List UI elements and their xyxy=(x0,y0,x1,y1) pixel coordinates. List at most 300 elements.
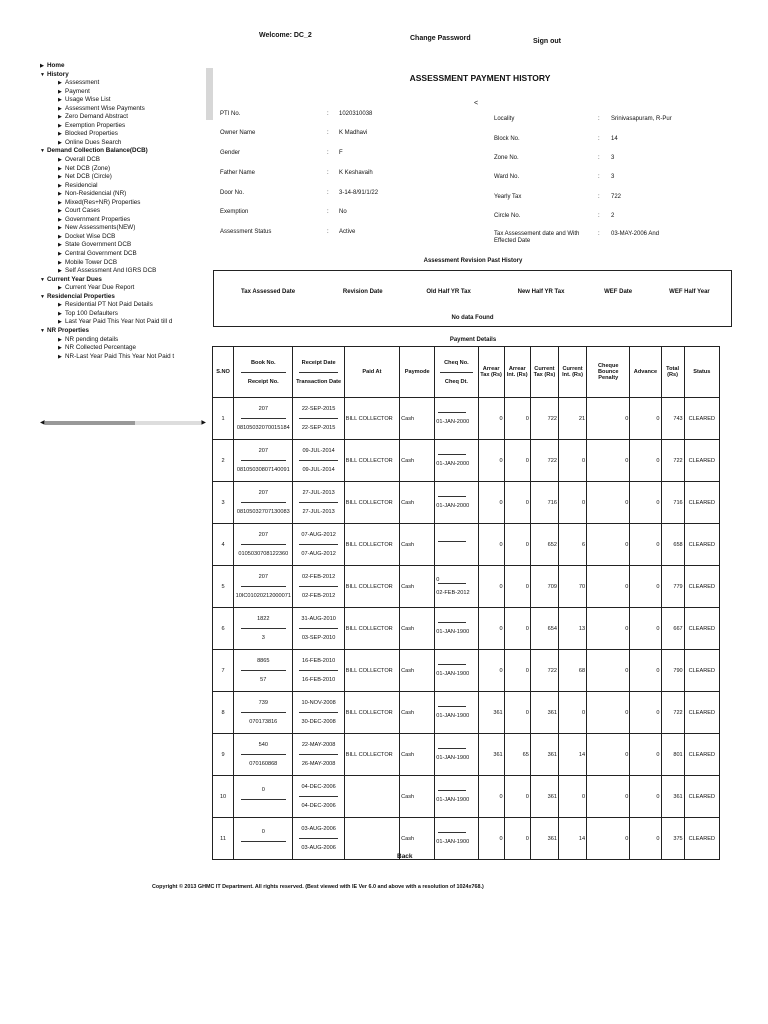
sidebar-item-label: Online Dues Search xyxy=(65,138,122,146)
caret-right-icon: ▶ xyxy=(40,63,44,69)
cell-dates xyxy=(293,734,344,776)
sidebar-item-label: Zero Demand Abstract xyxy=(65,113,128,121)
caret-right-icon: ▶ xyxy=(58,191,62,198)
cell-cheq xyxy=(435,608,478,650)
info-colon: : xyxy=(327,130,329,136)
cell-paid-at: BILL COLLECTOR xyxy=(344,650,399,692)
table-row xyxy=(213,566,720,608)
info-colon: : xyxy=(327,190,329,196)
info-value: 3 xyxy=(611,174,615,180)
cell-advance: 0 xyxy=(630,524,661,566)
cell-advance: 0 xyxy=(630,734,661,776)
info-colon: : xyxy=(598,136,600,142)
info-label: PTI No. xyxy=(220,111,241,117)
cell-bounce: 0 xyxy=(587,524,630,566)
sidebar-item-label: NR Properties xyxy=(47,326,89,334)
caret-down-icon: ▼ xyxy=(40,71,45,78)
receipt-no: 10IC01020212000071 xyxy=(235,593,291,599)
receipt-no: 57 xyxy=(260,677,267,683)
caret-right-icon: ▶ xyxy=(58,88,62,95)
sidebar-item-label: Current Year Dues xyxy=(47,275,102,283)
cell-current-int: 0 xyxy=(558,440,586,482)
cell-arrear-int: 0 xyxy=(504,482,530,524)
cell-arrear-tax: 0 xyxy=(478,482,504,524)
cell-advance: 0 xyxy=(630,608,661,650)
info-label: Block No. xyxy=(494,136,520,142)
sidebar-item[interactable] xyxy=(40,267,208,276)
cell-arrear-int: 0 xyxy=(504,692,530,734)
table-row xyxy=(213,650,720,692)
caret-right-icon: ▶ xyxy=(58,225,62,232)
sidebar-item-label: Net DCB (Circle) xyxy=(65,173,112,181)
info-colon: : xyxy=(327,229,329,235)
info-colon: : xyxy=(598,231,600,237)
table-row xyxy=(213,608,720,650)
back-link[interactable]: Back xyxy=(397,853,413,860)
cell-arrear-tax: 0 xyxy=(478,776,504,818)
info-value: Active xyxy=(339,229,356,235)
sidebar-item-label: Exemption Properties xyxy=(65,121,126,129)
cell-advance: 0 xyxy=(630,692,661,734)
receipt-date: 07-AUG-2012 xyxy=(301,532,336,538)
transaction-date: 27-JUL-2013 xyxy=(302,509,335,515)
caret-down-icon: ▼ xyxy=(40,148,45,155)
cell-current-int: 0 xyxy=(558,776,586,818)
cell-paid-at xyxy=(344,818,399,860)
cell-current-tax: 361 xyxy=(530,734,558,776)
book-no: 207 xyxy=(258,490,268,496)
sidebar-item[interactable] xyxy=(40,310,208,319)
transaction-date: 09-JUL-2014 xyxy=(302,467,335,473)
cell-paymode: Cash xyxy=(400,818,435,860)
cell-paymode: Cash xyxy=(400,524,435,566)
cell-book xyxy=(234,776,293,818)
sidebar-item-label: Blocked Properties xyxy=(65,130,118,138)
col-sno: S.NO xyxy=(213,347,234,398)
caret-right-icon: ▶ xyxy=(58,345,62,352)
info-label: Father Name xyxy=(220,170,256,176)
cell-dates xyxy=(293,818,344,860)
table-row xyxy=(213,524,720,566)
cell-dates xyxy=(293,524,344,566)
cell-book xyxy=(234,398,293,440)
cell-status: CLEARED xyxy=(684,818,719,860)
cell-book xyxy=(234,818,293,860)
caret-right-icon: ▶ xyxy=(58,105,62,112)
cell-status: CLEARED xyxy=(684,398,719,440)
info-label: Circle No. xyxy=(494,213,521,219)
cell-arrear-tax: 361 xyxy=(478,692,504,734)
sidebar-item-label: NR pending details xyxy=(65,335,119,343)
payment-table xyxy=(212,346,720,860)
cell-paymode: Cash xyxy=(400,692,435,734)
cell-paid-at: BILL COLLECTOR xyxy=(344,398,399,440)
cell-arrear-tax: 361 xyxy=(478,734,504,776)
cell-paid-at: BILL COLLECTOR xyxy=(344,566,399,608)
payment-header-row xyxy=(213,347,720,398)
col-bounce: Cheque Bounce Penalty xyxy=(587,347,630,398)
receipt-date: 04-DEC-2006 xyxy=(301,784,336,790)
caret-right-icon: ▶ xyxy=(58,353,62,360)
table-row xyxy=(213,818,720,860)
cell-dates xyxy=(293,608,344,650)
caret-right-icon: ▶ xyxy=(58,233,62,240)
cell-current-int: 14 xyxy=(558,734,586,776)
cell-bounce: 0 xyxy=(587,566,630,608)
transaction-date: 30-DEC-2008 xyxy=(301,719,336,725)
cell-sno: 11 xyxy=(213,818,234,860)
receipt-no: 3 xyxy=(261,635,265,641)
cell-arrear-tax: 0 xyxy=(478,650,504,692)
cell-paid-at: BILL COLLECTOR xyxy=(344,692,399,734)
col-current-tax: Current Tax (Rs) xyxy=(530,347,558,398)
info-label: Yearly Tax xyxy=(494,194,522,200)
cell-arrear-tax: 0 xyxy=(478,566,504,608)
caret-right-icon: ▶ xyxy=(58,242,62,249)
sidebar-item-label: Net DCB (Zone) xyxy=(65,164,111,172)
cheq-no: 0 xyxy=(436,577,440,583)
transaction-date: 07-AUG-2012 xyxy=(301,551,336,557)
sidebar-item-label: Residencial Properties xyxy=(47,292,115,300)
cell-status: CLEARED xyxy=(684,692,719,734)
book-no: 0 xyxy=(261,787,265,793)
sidebar-item[interactable] xyxy=(40,344,208,353)
cell-total: 801 xyxy=(661,734,684,776)
sidebar-item[interactable] xyxy=(40,284,208,293)
col-paid-at: Paid At xyxy=(344,347,399,398)
caret-right-icon: ▶ xyxy=(58,216,62,223)
info-value: 3-14-8/91/1/22 xyxy=(339,190,379,196)
cell-paid-at: BILL COLLECTOR xyxy=(344,524,399,566)
cell-paymode: Cash xyxy=(400,776,435,818)
receipt-date: 22-MAY-2008 xyxy=(301,742,336,748)
cell-paid-at: BILL COLLECTOR xyxy=(344,440,399,482)
cell-total: 743 xyxy=(661,398,684,440)
cell-total: 658 xyxy=(661,524,684,566)
cell-bounce: 0 xyxy=(587,608,630,650)
revision-title: Assessment Revision Past History xyxy=(423,258,523,264)
info-colon: : xyxy=(598,116,600,122)
caret-right-icon: ▶ xyxy=(58,182,62,189)
sidebar-item-label: Non-Residencial (NR) xyxy=(65,190,127,198)
cell-arrear-int: 0 xyxy=(504,440,530,482)
cell-bounce: 0 xyxy=(587,398,630,440)
cell-total: 667 xyxy=(661,608,684,650)
receipt-date: 16-FEB-2010 xyxy=(301,658,336,664)
payment-title: Payment Details xyxy=(449,337,497,343)
sidebar-item-label: Residencial xyxy=(65,181,98,189)
cell-bounce: 0 xyxy=(587,650,630,692)
col-current-int: Current Int. (Rs) xyxy=(558,347,586,398)
cell-book xyxy=(234,650,293,692)
cell-book xyxy=(234,524,293,566)
cell-paymode: Cash xyxy=(400,398,435,440)
col-cheq xyxy=(435,347,478,398)
info-colon: : xyxy=(598,155,600,161)
sidebar-item-label: Docket Wise DCB xyxy=(65,232,116,240)
cell-arrear-int: 0 xyxy=(504,650,530,692)
sidebar-item-label: Top 100 Defaulters xyxy=(65,309,118,317)
assessment-info xyxy=(0,0,768,260)
sidebar-item-label: Last Year Paid This Year Not Paid till d xyxy=(65,318,173,326)
caret-right-icon: ▶ xyxy=(58,165,62,172)
sidebar-item-label: Demand Collection Balance(DCB) xyxy=(47,147,148,155)
cheq-date: 02-FEB-2012 xyxy=(436,590,470,596)
scrollbar-thumb[interactable] xyxy=(45,421,135,425)
col-status: Status xyxy=(684,347,719,398)
sidebar-item-label: Central Government DCB xyxy=(65,250,137,258)
book-no: 207 xyxy=(258,532,268,538)
scroll-right-icon[interactable]: ▶ xyxy=(201,420,206,426)
info-colon: : xyxy=(598,174,600,180)
cell-status: CLEARED xyxy=(684,482,719,524)
cell-paid-at: BILL COLLECTOR xyxy=(344,482,399,524)
info-value: 14 xyxy=(611,136,618,142)
cell-status: CLEARED xyxy=(684,566,719,608)
receipt-no: 0105030708122360 xyxy=(238,551,289,557)
info-value: 1020310038 xyxy=(339,111,373,117)
cell-advance: 0 xyxy=(630,650,661,692)
cell-status: CLEARED xyxy=(684,650,719,692)
cell-current-tax: 361 xyxy=(530,776,558,818)
cell-current-tax: 654 xyxy=(530,608,558,650)
info-label: Gender xyxy=(220,150,241,156)
cell-advance: 0 xyxy=(630,818,661,860)
cell-status: CLEARED xyxy=(684,776,719,818)
cheq-date: 01-JAN-1900 xyxy=(436,755,470,761)
cell-advance: 0 xyxy=(630,482,661,524)
page-title: ASSESSMENT PAYMENT HISTORY xyxy=(409,73,551,83)
info-label: Owner Name xyxy=(220,130,256,136)
info-value: Srinivasapuram, R-Pur xyxy=(611,116,672,122)
cell-arrear-int: 0 xyxy=(504,776,530,818)
caret-right-icon: ▶ xyxy=(58,199,62,206)
marker-text: < xyxy=(474,100,479,107)
cell-advance: 0 xyxy=(630,566,661,608)
welcome-text: Welcome: DC_2 xyxy=(259,32,312,39)
sidebar-item-label: Court Cases xyxy=(65,207,100,215)
cell-dates xyxy=(293,692,344,734)
info-value: 722 xyxy=(611,194,622,200)
cell-dates xyxy=(293,650,344,692)
cheq-date: 01-JAN-1900 xyxy=(436,671,470,677)
transaction-date: 03-AUG-2006 xyxy=(301,845,336,851)
cell-dates xyxy=(293,566,344,608)
info-colon: : xyxy=(327,170,329,176)
receipt-no: 08105032070015184 xyxy=(236,425,290,431)
change-password-link[interactable]: Change Password xyxy=(410,35,471,42)
cell-bounce: 0 xyxy=(587,818,630,860)
receipt-date: 02-FEB-2012 xyxy=(301,574,336,580)
cell-current-tax: 722 xyxy=(530,650,558,692)
info-value: 03-MAY-2006 And xyxy=(611,231,660,237)
sidebar-item-label: Residential PT Not Paid Details xyxy=(65,301,153,309)
cell-bounce: 0 xyxy=(587,440,630,482)
transaction-date: 04-DEC-2006 xyxy=(301,803,336,809)
info-label: Exemption xyxy=(220,209,249,215)
cell-total: 716 xyxy=(661,482,684,524)
sidebar-horizontal-scrollbar[interactable] xyxy=(40,419,206,426)
sidebar-item-label: History xyxy=(47,70,69,78)
caret-right-icon: ▶ xyxy=(58,302,62,309)
col-book xyxy=(234,347,293,398)
caret-right-icon: ▶ xyxy=(58,259,62,266)
cell-book xyxy=(234,692,293,734)
info-value: K Madhavi xyxy=(339,130,368,136)
cell-current-tax: 716 xyxy=(530,482,558,524)
sidebar-item-label: NR-Last Year Paid This Year Not Paid t xyxy=(65,352,175,360)
sign-out-link[interactable]: Sign out xyxy=(533,38,561,45)
cell-sno: 9 xyxy=(213,734,234,776)
transaction-date: 02-FEB-2012 xyxy=(301,593,336,599)
cell-sno: 4 xyxy=(213,524,234,566)
col-cheq-bottom: Cheq Dt. xyxy=(444,378,468,385)
cell-arrear-int: 0 xyxy=(504,398,530,440)
col-book-bottom: Receipt No. xyxy=(247,378,279,385)
caret-right-icon: ▶ xyxy=(58,268,62,275)
receipt-no: 08105032707130083 xyxy=(236,509,290,515)
caret-right-icon: ▶ xyxy=(58,80,62,87)
scroll-left-icon[interactable]: ◀ xyxy=(40,420,45,426)
cell-total: 779 xyxy=(661,566,684,608)
table-row xyxy=(213,692,720,734)
revision-header: New Half YR Tax xyxy=(517,289,565,295)
info-colon: : xyxy=(327,209,329,215)
cell-cheq xyxy=(435,566,478,608)
cell-book xyxy=(234,482,293,524)
sidebar-item-label: Mobile Tower DCB xyxy=(65,258,118,266)
col-date xyxy=(293,347,344,398)
cell-current-int: 21 xyxy=(558,398,586,440)
info-value: 3 xyxy=(611,155,615,161)
receipt-date: 22-SEP-2015 xyxy=(301,406,336,412)
book-no: 207 xyxy=(258,574,268,580)
cell-arrear-tax: 0 xyxy=(478,818,504,860)
cell-paymode: Cash xyxy=(400,650,435,692)
cell-status: CLEARED xyxy=(684,440,719,482)
transaction-date: 26-MAY-2008 xyxy=(301,761,336,767)
caret-right-icon: ▶ xyxy=(58,251,62,258)
cell-current-int: 0 xyxy=(558,692,586,734)
table-row xyxy=(213,776,720,818)
sidebar-item[interactable] xyxy=(40,327,208,336)
cell-cheq xyxy=(435,440,478,482)
cell-current-int: 13 xyxy=(558,608,586,650)
revision-header: Old Half YR Tax xyxy=(426,289,471,295)
info-colon: : xyxy=(598,194,600,200)
cell-total: 361 xyxy=(661,776,684,818)
caret-down-icon: ▼ xyxy=(40,293,45,300)
cheq-date: 01-JAN-1900 xyxy=(436,797,470,803)
cell-total: 375 xyxy=(661,818,684,860)
info-label: Door No. xyxy=(220,190,245,196)
sidebar-item-label: Assessment xyxy=(65,79,100,87)
cell-cheq xyxy=(435,818,478,860)
caret-down-icon: ▼ xyxy=(40,327,45,334)
info-label: Locality xyxy=(494,116,515,122)
caret-right-icon: ▶ xyxy=(58,114,62,121)
col-date-top: Receipt Date xyxy=(301,359,336,366)
info-value: F xyxy=(339,150,343,156)
info-label: Ward No. xyxy=(494,174,520,180)
cell-arrear-tax: 0 xyxy=(478,440,504,482)
revision-header: WEF Half Year xyxy=(669,289,710,295)
sidebar-item[interactable] xyxy=(40,293,208,302)
book-no: 739 xyxy=(258,700,268,706)
receipt-date: 09-JUL-2014 xyxy=(302,448,335,454)
cell-sno: 3 xyxy=(213,482,234,524)
sidebar-item[interactable] xyxy=(40,276,208,285)
col-arrear-tax: Arrear Tax (Rs) xyxy=(478,347,504,398)
receipt-no: 070173816 xyxy=(249,719,278,725)
cell-current-tax: 709 xyxy=(530,566,558,608)
cell-cheq xyxy=(435,692,478,734)
cell-arrear-int: 0 xyxy=(504,566,530,608)
cell-arrear-int: 65 xyxy=(504,734,530,776)
cell-sno: 7 xyxy=(213,650,234,692)
cell-current-int: 14 xyxy=(558,818,586,860)
cell-paymode: Cash xyxy=(400,734,435,776)
cell-paymode: Cash xyxy=(400,440,435,482)
cell-dates xyxy=(293,776,344,818)
cell-status: CLEARED xyxy=(684,734,719,776)
cell-current-tax: 652 xyxy=(530,524,558,566)
caret-right-icon: ▶ xyxy=(58,174,62,181)
caret-right-icon: ▶ xyxy=(58,319,62,326)
sidebar-item[interactable] xyxy=(40,353,208,362)
caret-right-icon: ▶ xyxy=(58,208,62,215)
sidebar-item-label: NR Collected Percentage xyxy=(65,344,137,352)
caret-right-icon: ▶ xyxy=(58,157,62,164)
table-row xyxy=(213,482,720,524)
cell-paymode: Cash xyxy=(400,608,435,650)
cell-dates xyxy=(293,398,344,440)
revision-history-box xyxy=(213,270,732,327)
cell-cheq xyxy=(435,482,478,524)
sidebar-item[interactable] xyxy=(40,336,208,345)
cheq-date: 01-JAN-2000 xyxy=(436,503,470,509)
cell-status: CLEARED xyxy=(684,608,719,650)
book-no: 1822 xyxy=(257,616,270,622)
cell-total: 722 xyxy=(661,692,684,734)
sidebar-item[interactable] xyxy=(40,318,208,327)
transaction-date: 22-SEP-2015 xyxy=(301,425,336,431)
cell-bounce: 0 xyxy=(587,734,630,776)
caret-right-icon: ▶ xyxy=(58,336,62,343)
info-colon: : xyxy=(327,150,329,156)
col-arrear-int: Arrear Int. (Rs) xyxy=(504,347,530,398)
caret-right-icon: ▶ xyxy=(58,131,62,138)
revision-header: Revision Date xyxy=(342,289,383,295)
sidebar-item[interactable] xyxy=(40,301,208,310)
cheq-date: 01-JAN-1900 xyxy=(436,839,470,845)
col-total: Total (Rs) xyxy=(661,347,684,398)
cell-book xyxy=(234,734,293,776)
table-row xyxy=(213,440,720,482)
info-value: 2 xyxy=(611,213,615,219)
cell-cheq xyxy=(435,776,478,818)
cell-book xyxy=(234,440,293,482)
caret-down-icon: ▼ xyxy=(40,276,45,283)
receipt-date: 10-NOV-2008 xyxy=(301,700,336,706)
cell-paymode: Cash xyxy=(400,566,435,608)
cell-current-tax: 361 xyxy=(530,818,558,860)
receipt-date: 31-AUG-2010 xyxy=(301,616,336,622)
book-no: 0 xyxy=(261,829,265,835)
sidebar-item-label: Usage Wise List xyxy=(65,96,111,104)
caret-right-icon: ▶ xyxy=(58,122,62,129)
info-label: Tax Assessement date and With Effected Date xyxy=(494,231,580,244)
